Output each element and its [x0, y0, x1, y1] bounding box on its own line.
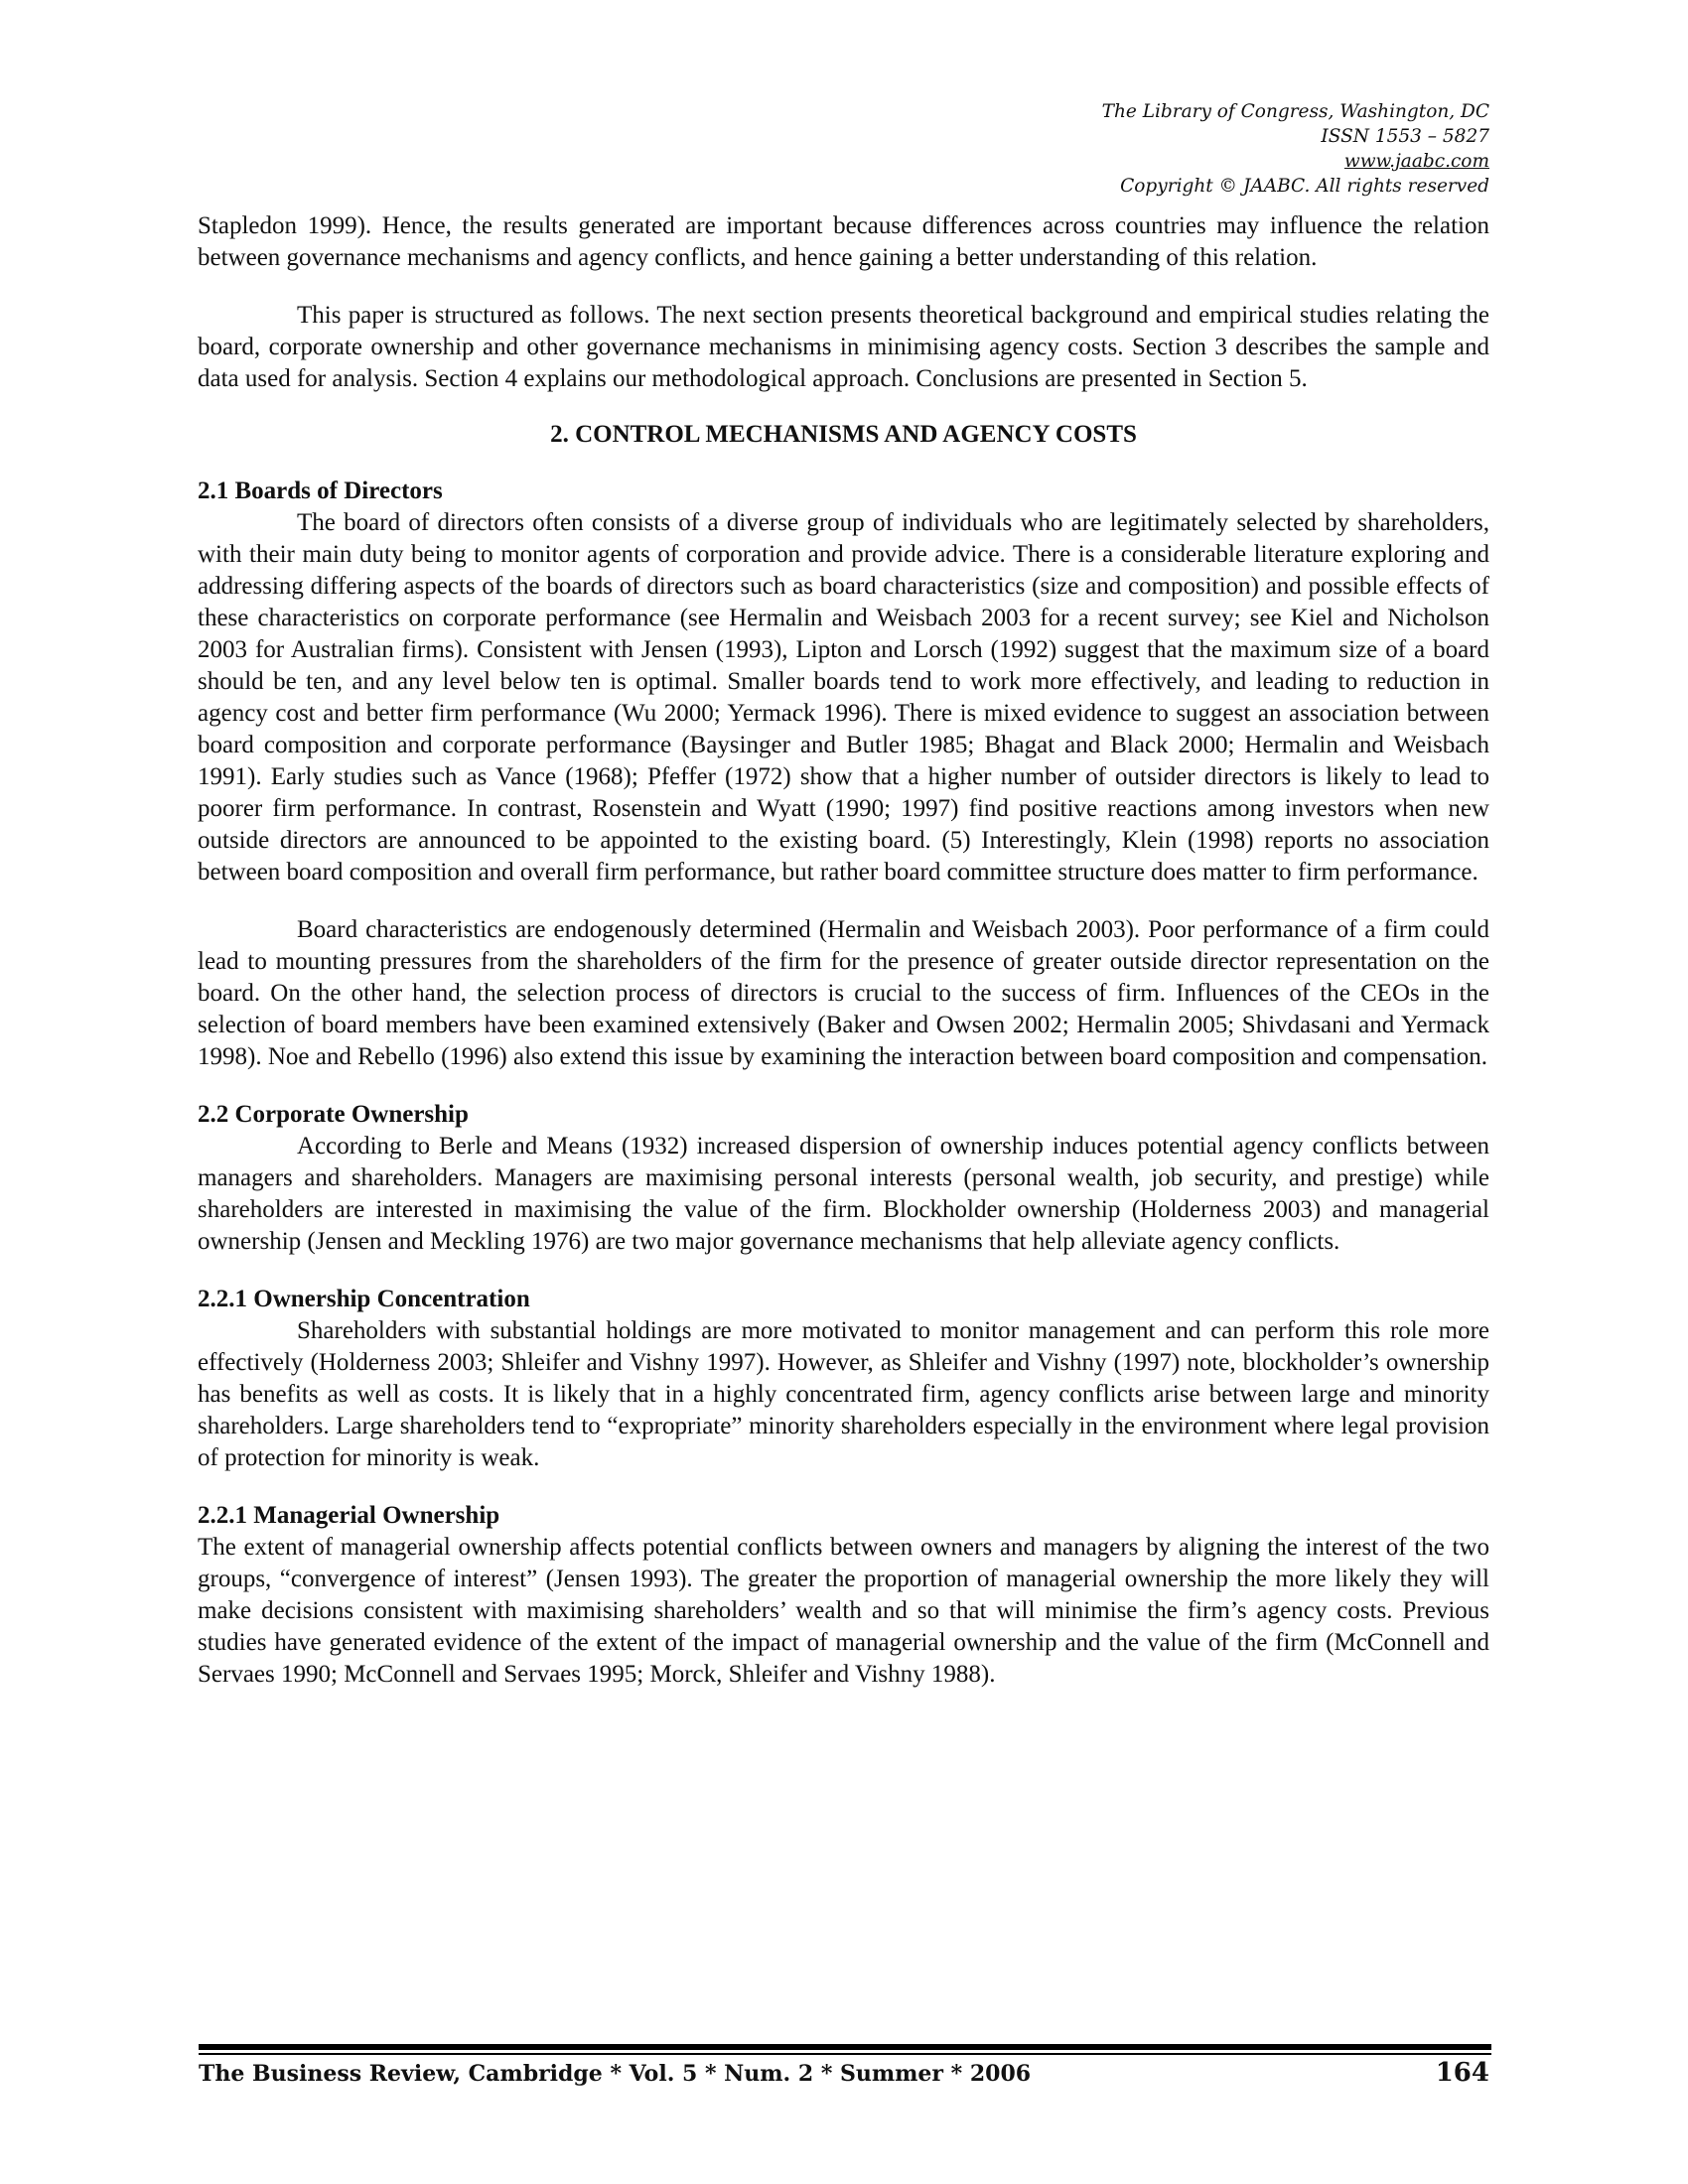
footer-journal-citation: The Business Review, Cambridge * Vol. 5 * Num. 2 * Summer * 2006 [199, 2061, 1032, 2087]
page-number: 164 [1435, 2058, 1489, 2088]
footer-rule-thin [199, 2053, 1491, 2055]
subheading-ownership-concentration: 2.2.1 Ownership Concentration [198, 1286, 530, 1312]
subheading-corporate-ownership: 2.2 Corporate Ownership [198, 1101, 469, 1128]
section-heading-control-mechanisms: 2. CONTROL MECHANISMS AND AGENCY COSTS [550, 421, 1137, 448]
header-library-line: The Library of Congress, Washington, DC [1101, 101, 1489, 122]
header-copyright-line: Copyright © JAABC. All rights reserved [1120, 176, 1489, 197]
subheading-managerial-ownership: 2.2.1 Managerial Ownership [198, 1502, 500, 1529]
paragraph-corporate-ownership: According to Berle and Means (1932) increased dispersion of ownership induces potential agency conflicts between managers and shareholders. Managers are maximising personal interests (personal wealth, job security, and prestige) while shareholders are interested in maximising the value of the firm. Blockholder ownership (Holderness 2003) and managerial ownership (Jensen and Meckling 1976) are two major governance mechanisms that help alleviate agency conflicts. [198, 1133, 1489, 1255]
running-footer [199, 2058, 1491, 2088]
paragraph-paper-structure: This paper is structured as follows. The next section presents theoretical background and empirical studies relating the board, corporate ownership and other governance mechanisms in minimising agency costs. Section 3 describes the sample and data used for analysis. Section 4 explains our methodological approach. Conclusions are presented in Section 5. [198, 302, 1489, 392]
header-issn-line: ISSN 1553 – 5827 [1321, 126, 1489, 147]
header-website-link[interactable]: www.jaabc.com [1343, 151, 1489, 172]
paragraph-boards-1: The board of directors often consists of a diverse group of individuals who are legitimately selected by shareholders, with their main duty being to monitor agents of corporation and provide advice. There is a considerable literature exploring and addressing differing aspects of the boards of directors such as board characteristics (size and composition) and possible effects of these characteristics on corporate performance (see Hermalin and Weisbach 2003 for a recent survey; see Kiel and Nicholson 2003 for Australian firms). Consistent with Jensen (1993), Lipton and Lorsch (1992) suggest that the maximum size of a board should be ten, and any level below ten is optimal. Smaller boards tend to work more effectively, and leading to reduction in agency cost and better firm performance (Wu 2000; Yermack 1996). There is mixed evidence to suggest an association between board composition and corporate performance (Baysinger and Butler 1985; Bhagat and Black 2000; Hermalin and Weisbach 1991). Early studies such as Vance (1968); Pfeffer (1972) show that a higher number of outsider directors is likely to lead to poorer firm performance. In contrast, Rosenstein and Wyatt (1990; 1997) find positive reactions among investors when new outside directors are announced to be appointed to the existing board. (5) Interestingly, Klein (1998) reports no association between board composition and overall firm performance, but rather board committee structure does matter to firm performance. [198, 509, 1489, 886]
subheading-boards-of-directors: 2.1 Boards of Directors [198, 478, 443, 504]
paragraph-managerial-ownership: The extent of managerial ownership affects potential conflicts between owners and managers by aligning the interest of the two groups, “convergence of interest” (Jensen 1993). The greater the proportion of managerial ownership the more likely they will make decisions consistent with maximising shareholders’ wealth and so that will minimise the firm’s agency costs. Previous studies have generated evidence of the extent of the impact of managerial ownership and the value of the firm (McConnell and Servaes 1990; McConnell and Servaes 1995; Morck, Shleifer and Vishny 1988). [198, 1534, 1489, 1688]
paragraph-boards-2: Board characteristics are endogenously determined (Hermalin and Weisbach 2003). Poor performance of a firm could lead to mounting pressures from the shareholders of the firm for the presence of greater outside director representation on the board. On the other hand, the selection process of directors is crucial to the success of firm. Influences of the CEOs in the selection of board members have been examined extensively (Baker and Owsen 2002; Hermalin 2005; Shivdasani and Yermack 1998). Noe and Rebello (1996) also extend this issue by examining the interaction between board composition and compensation. [198, 916, 1489, 1070]
paragraph-ownership-concentration: Shareholders with substantial holdings are more motivated to monitor management and can perform this role more effectively (Holderness 2003; Shleifer and Vishny 1997). However, as Shleifer and Vishny (1997) note, blockholder’s ownership has benefits as well as costs. It is likely that in a highly concentrated firm, agency conflicts arise between large and minority shareholders. Large shareholders tend to “expropriate” minority shareholders especially in the environment where legal provision of protection for minority is weak. [198, 1317, 1489, 1471]
footer-rule-thick [199, 2044, 1491, 2050]
running-header [1102, 99, 1489, 199]
article-body [198, 210, 1489, 1691]
paragraph-intro-continued: Stapledon 1999). Hence, the results generated are important because differences across countries may influence the relation between governance mechanisms and agency conflicts, and hence gaining a better understanding of this relation. [198, 212, 1489, 271]
